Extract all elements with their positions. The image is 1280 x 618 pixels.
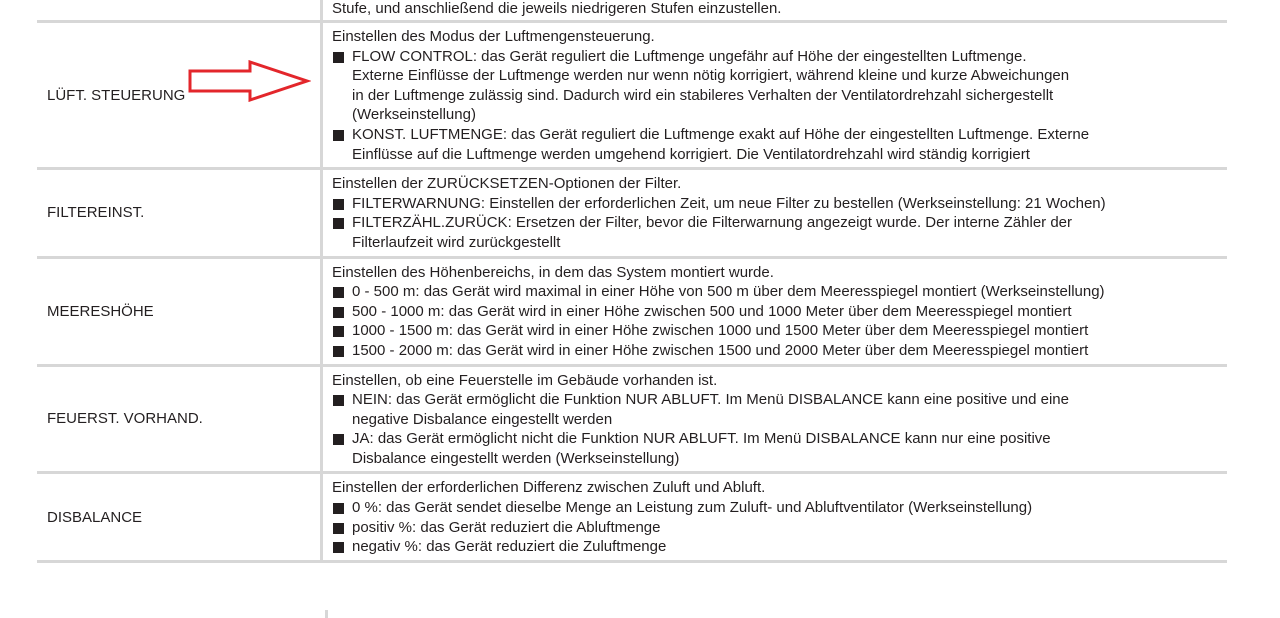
option-item	[332, 282, 1227, 302]
option-text-line: negativ %: das Gerät reduziert die Zuluftmenge	[352, 538, 667, 556]
setting-label: DISBALANCE	[37, 474, 323, 559]
setting-description	[323, 367, 1227, 472]
square-bullet-icon	[332, 341, 352, 361]
option-text-line: Filterlaufzeit wird zurückgestellt	[352, 233, 561, 251]
table-row-filtereinst	[37, 170, 1227, 255]
option-text	[352, 341, 1227, 361]
square-bullet-icon	[332, 213, 352, 252]
option-item	[332, 213, 1227, 252]
option-item	[332, 302, 1227, 322]
column-divider-end	[325, 610, 328, 618]
option-text-line: Einflüsse auf die Luftmenge werden umgehend korrigiert. Die Ventilatordrehzahl wird ständig korrigiert	[352, 145, 1030, 163]
table-body	[37, 23, 1227, 563]
option-text	[352, 125, 1227, 164]
option-item	[332, 429, 1227, 468]
option-text	[352, 194, 1227, 214]
continued-description: Stufe, und anschließend die jeweils niedrigeren Stufen einzustellen.	[332, 0, 782, 17]
option-text-line: positiv %: das Gerät reduziert die Abluftmenge	[352, 518, 661, 536]
setting-label: MEERESHÖHE	[37, 259, 323, 364]
setting-description	[323, 474, 1227, 559]
option-item	[332, 321, 1227, 341]
option-text	[352, 537, 1227, 557]
option-text-line: FILTERWARNUNG: Einstellen der erforderlichen Zeit, um neue Filter zu bestellen (Werkseinstellung: 21 Wochen)	[352, 194, 1106, 212]
table-row-meereshohe	[37, 259, 1227, 364]
setting-description	[323, 23, 1227, 167]
option-text-line: 0 - 500 m: das Gerät wird maximal in einer Höhe von 500 m über dem Meeresspiegel montiert (Werkseinstellung)	[352, 283, 1105, 301]
option-item	[332, 47, 1227, 125]
square-bullet-icon	[332, 498, 352, 518]
square-bullet-icon	[332, 47, 352, 125]
table-row-disbalance	[37, 474, 1227, 559]
settings-table	[37, 0, 1227, 563]
option-text	[352, 390, 1227, 429]
option-text-line: 1000 - 1500 m: das Gerät wird in einer Höhe zwischen 1000 und 1500 Meter über dem Meeresspiegel montiert	[352, 322, 1089, 340]
option-text	[352, 518, 1227, 538]
description-intro: Einstellen der ZURÜCKSETZEN-Optionen der Filter.	[332, 175, 682, 193]
option-text-line: Externe Einflüsse der Luftmenge werden nur wenn nötig korrigiert, während kleine und kurze Abweichungen	[352, 67, 1070, 85]
setting-label: FILTEREINST.	[37, 170, 323, 255]
square-bullet-icon	[332, 302, 352, 322]
square-bullet-icon	[332, 429, 352, 468]
option-text-line: JA: das Gerät ermöglicht nicht die Funktion NUR ABLUFT. Im Menü DISBALANCE kann nur eine positive	[352, 430, 1051, 448]
option-item	[332, 498, 1227, 518]
description-intro: Einstellen des Modus der Luftmengensteuerung.	[332, 28, 655, 45]
square-bullet-icon	[332, 321, 352, 341]
option-item	[332, 125, 1227, 164]
setting-label: FEUERST. VORHAND.	[37, 367, 323, 472]
square-bullet-icon	[332, 282, 352, 302]
option-text-line: in der Luftmenge zulässig sind. Dadurch wird ein stabileres Verhalten der Ventilatordrehzahl sichergestellt	[352, 86, 1054, 104]
option-text	[352, 302, 1227, 322]
option-item	[332, 537, 1227, 557]
table-row-luft-steuerung	[37, 23, 1227, 167]
option-text	[352, 498, 1227, 518]
label-cell-empty	[37, 0, 323, 20]
square-bullet-icon	[332, 125, 352, 164]
option-item	[332, 518, 1227, 538]
square-bullet-icon	[332, 518, 352, 538]
option-text-line: FLOW CONTROL: das Gerät reguliert die Luftmenge ungefähr auf Höhe der eingestellten Luftmenge.	[352, 47, 1027, 65]
option-text-line: 0 %: das Gerät sendet dieselbe Menge an Leistung zum Zuluft- und Abluftventilator (Werkseinstellung)	[352, 499, 1033, 517]
option-text-line: (Werkseinstellung)	[352, 106, 476, 124]
setting-description	[323, 170, 1227, 255]
option-item	[332, 194, 1227, 214]
option-item	[332, 341, 1227, 361]
setting-label: LÜFT. STEUERUNG	[37, 23, 323, 167]
description-intro: Einstellen, ob eine Feuerstelle im Gebäude vorhanden ist.	[332, 371, 718, 389]
square-bullet-icon	[332, 390, 352, 429]
square-bullet-icon	[332, 537, 352, 557]
option-text	[352, 429, 1227, 468]
row-divider	[37, 560, 1227, 563]
setting-description	[323, 259, 1227, 364]
option-text-line: negative Disbalance eingestellt werden	[352, 410, 613, 428]
option-text	[352, 47, 1227, 125]
table-row-continued	[37, 0, 1227, 20]
option-text-line: 500 - 1000 m: das Gerät wird in einer Höhe zwischen 500 und 1000 Meter über dem Meeresspiegel montiert	[352, 302, 1072, 320]
description-intro: Einstellen der erforderlichen Differenz zwischen Zuluft und Abluft.	[332, 479, 766, 497]
option-text	[352, 213, 1227, 252]
option-text	[352, 282, 1227, 302]
option-text	[352, 321, 1227, 341]
table-row-feuerst-vorhand	[37, 367, 1227, 472]
option-text-line: FILTERZÄHL.ZURÜCK: Ersetzen der Filter, bevor die Filterwarnung angezeigt wurde. Der interne Zähler der	[352, 214, 1073, 232]
description-intro: Einstellen des Höhenbereichs, in dem das System montiert wurde.	[332, 263, 774, 281]
option-text-line: 1500 - 2000 m: das Gerät wird in einer Höhe zwischen 1500 und 2000 Meter über dem Meeresspiegel montiert	[352, 341, 1089, 359]
option-text-line: NEIN: das Gerät ermöglicht die Funktion NUR ABLUFT. Im Menü DISBALANCE kann eine positive und eine	[352, 391, 1069, 409]
square-bullet-icon	[332, 194, 352, 214]
option-item	[332, 390, 1227, 429]
option-text-line: Disbalance eingestellt werden (Werkseinstellung)	[352, 449, 680, 467]
option-text-line: KONST. LUFTMENGE: das Gerät reguliert die Luftmenge exakt auf Höhe der eingestellten Luftmenge. Externe	[352, 125, 1090, 143]
